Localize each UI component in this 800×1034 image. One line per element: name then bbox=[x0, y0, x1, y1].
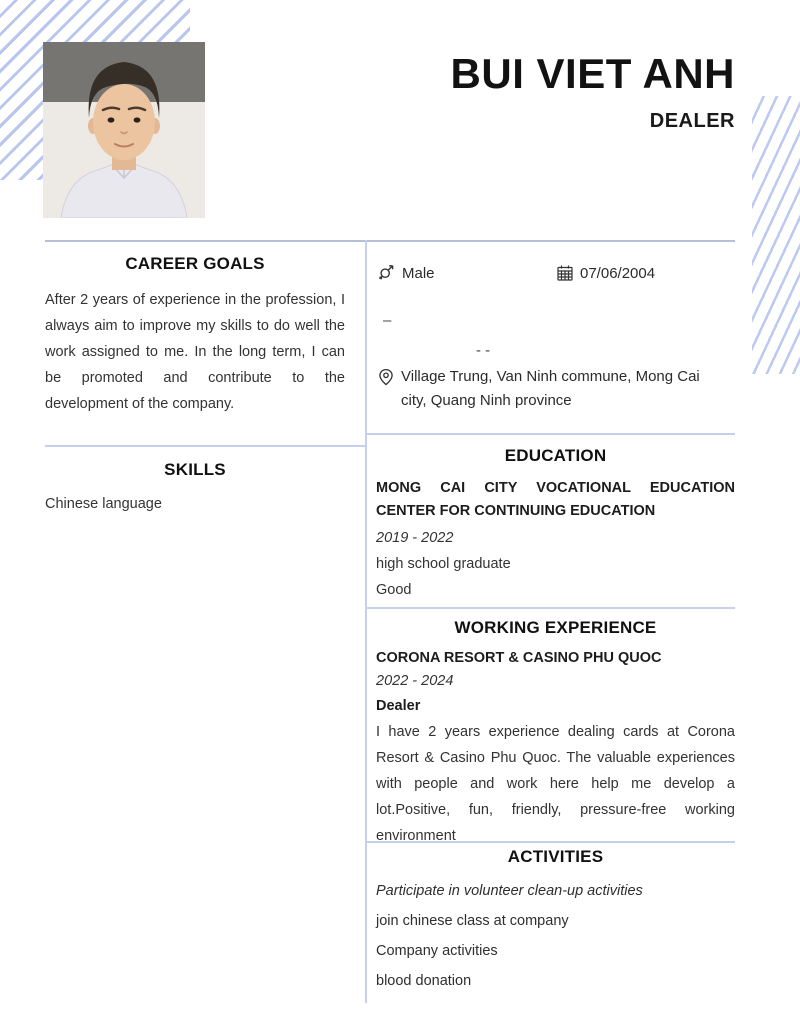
divider-skills bbox=[45, 445, 365, 447]
candidate-job-title: DEALER bbox=[649, 110, 735, 132]
section-activities bbox=[376, 847, 735, 991]
divider-experience bbox=[367, 607, 735, 609]
activity-item: Participate in volunteer clean-up activities bbox=[376, 883, 643, 899]
experience-company: CORONA RESORT & CASINO PHU QUOC bbox=[376, 650, 662, 666]
candidate-name: BUI VIET ANH bbox=[450, 50, 735, 97]
career-goals-heading: CAREER GOALS bbox=[125, 254, 265, 273]
activity-item: blood donation bbox=[376, 973, 472, 989]
career-goals-text: After 2 years of experience in the profession, I always aim to improve my skills to do well the work assigned to me. In the long term, I can be promoted and contribute to the development of the company. bbox=[45, 292, 345, 412]
gender-icon bbox=[377, 264, 396, 283]
section-education bbox=[376, 446, 735, 598]
education-school: MONG CAI CITY VOCATIONAL EDUCATION CENTER FOR CONTINUING EDUCATION bbox=[376, 480, 735, 519]
experience-heading: WORKING EXPERIENCE bbox=[454, 618, 657, 637]
profile-photo bbox=[43, 42, 205, 218]
activities-heading: ACTIVITIES bbox=[507, 847, 604, 866]
calendar-icon bbox=[556, 264, 574, 282]
phone-value: – bbox=[383, 312, 392, 329]
section-working-experience bbox=[376, 618, 735, 849]
phone-field-redacted bbox=[383, 312, 391, 329]
location-icon bbox=[377, 368, 395, 386]
section-skills bbox=[45, 460, 345, 512]
education-heading: EDUCATION bbox=[504, 446, 607, 465]
address-field bbox=[377, 365, 721, 413]
activity-item: join chinese class at company bbox=[376, 913, 569, 929]
email-field-redacted bbox=[476, 342, 490, 359]
experience-description: I have 2 years experience dealing cards at Corona Resort & Casino Phu Quoc. The valuable experiences with people and work here help me develop a lot.Positive, fun, friendly, pressure-free working environment bbox=[376, 724, 735, 844]
section-career-goals bbox=[45, 254, 345, 417]
divider-columns bbox=[365, 240, 367, 1003]
experience-role: Dealer bbox=[376, 698, 421, 714]
dob-field bbox=[556, 264, 655, 282]
education-degree: high school graduate bbox=[376, 556, 511, 572]
email-value: - - bbox=[476, 342, 491, 359]
header bbox=[451, 52, 735, 133]
gender-value: Male bbox=[402, 265, 435, 282]
dob-value: 07/06/2004 bbox=[580, 264, 656, 282]
diagonal-stripes-right bbox=[752, 96, 800, 374]
address-value: Village Trung, Van Ninh commune, Mong Cai city, Quang Ninh province bbox=[401, 368, 700, 409]
profile-photo-image bbox=[43, 42, 205, 218]
skill-item: Chinese language bbox=[45, 496, 162, 512]
skills-heading: SKILLS bbox=[164, 460, 226, 479]
divider-top bbox=[45, 240, 735, 242]
education-years: 2019 - 2022 bbox=[376, 530, 454, 546]
education-grade: Good bbox=[376, 582, 412, 598]
personal-info bbox=[377, 264, 727, 414]
activity-item: Company activities bbox=[376, 943, 498, 959]
gender-field bbox=[377, 264, 435, 283]
experience-years: 2022 - 2024 bbox=[376, 673, 454, 689]
divider-education bbox=[367, 433, 735, 435]
